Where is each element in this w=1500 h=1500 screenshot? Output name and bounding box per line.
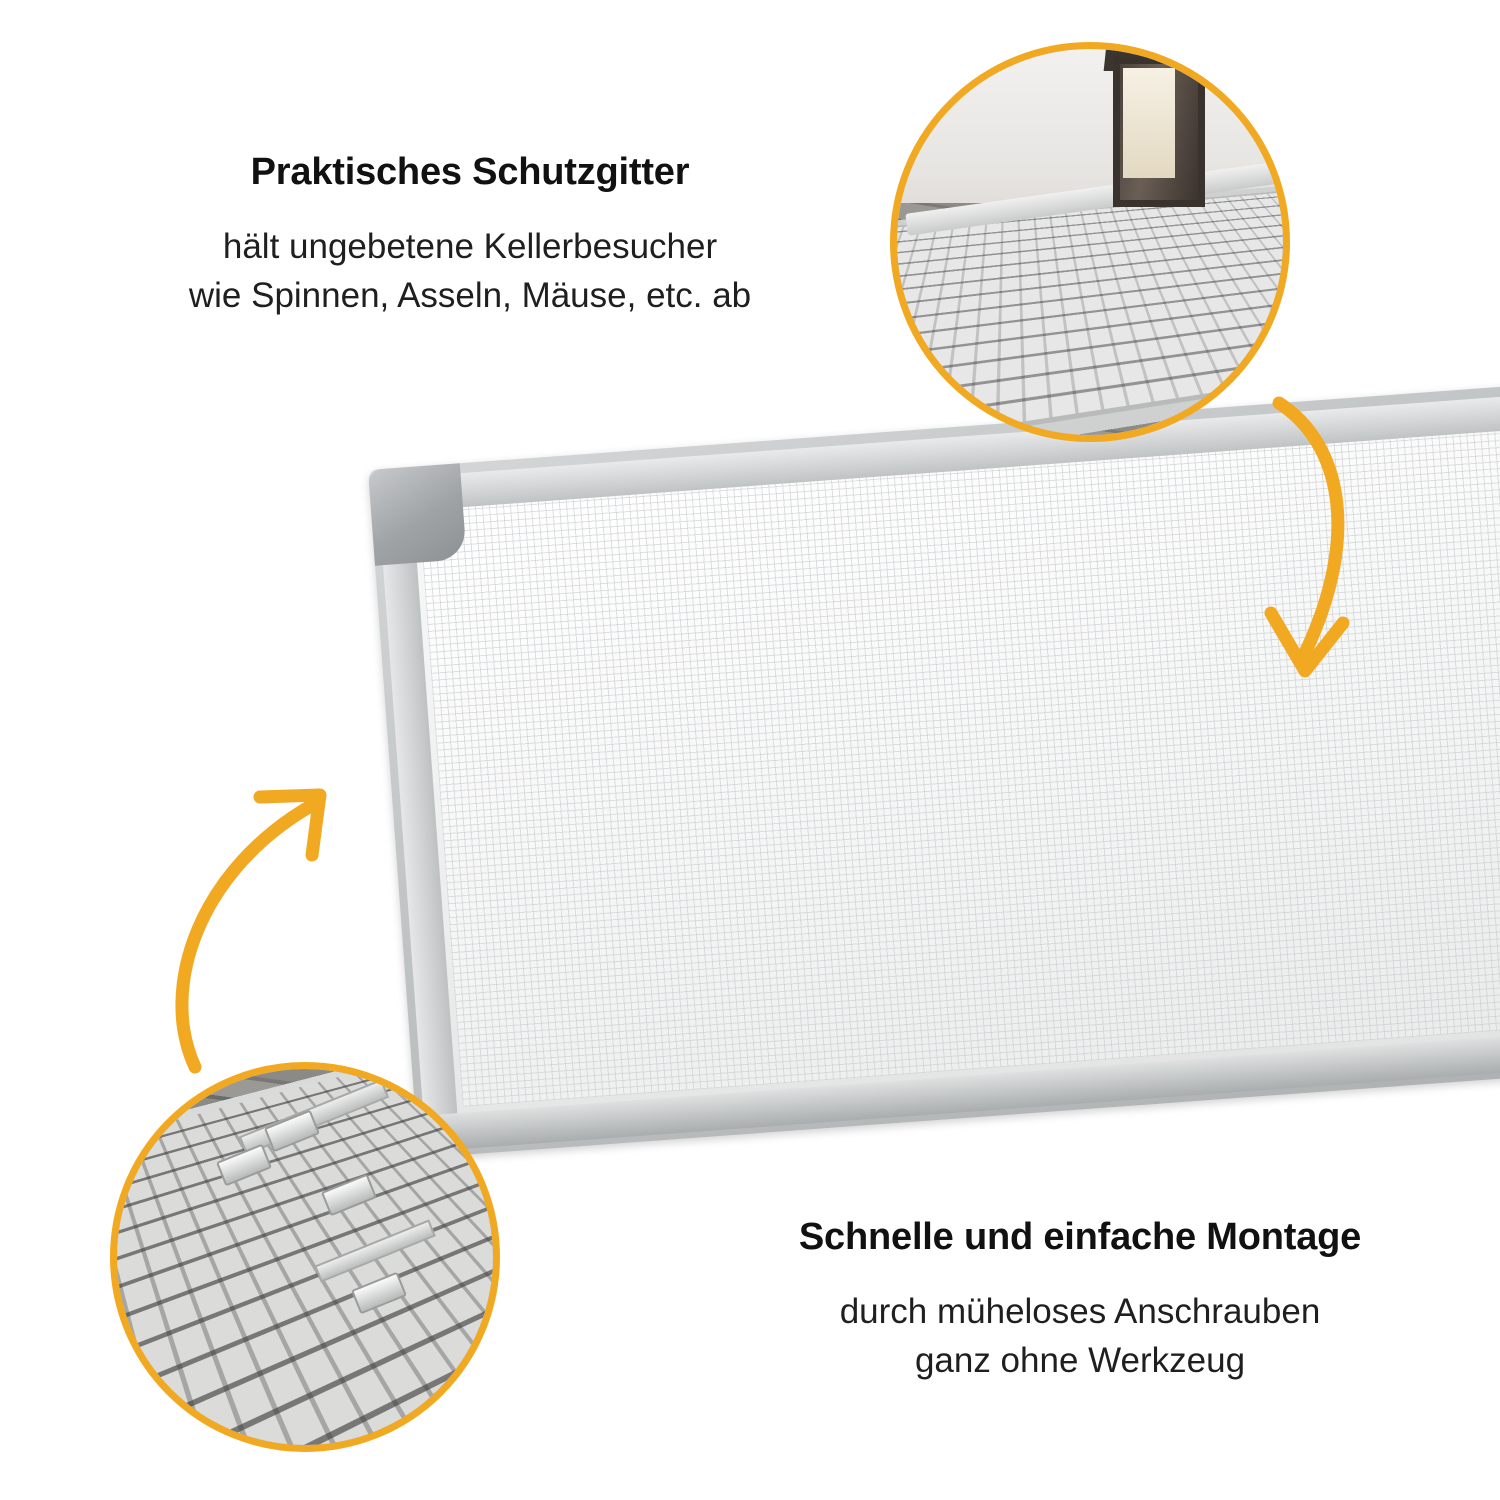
feature-text-bottom: [700, 1215, 1460, 1386]
feature-top-subline-line1: hält ungebetene Kellerbesucher: [222, 226, 718, 266]
photo-top-lantern-candle: [1123, 68, 1175, 178]
feature-bottom-subline-line1: durch müheloses Anschrauben: [839, 1291, 1321, 1331]
feature-top-subline-line2: wie Spinnen, Asseln, Mäuse, etc. ab: [188, 276, 752, 316]
feature-bottom-subline: [700, 1287, 1460, 1386]
arrow-curved-up-icon: [140, 775, 370, 1075]
arrow-curved-down-icon: [1175, 395, 1415, 725]
photo-top-scene: [897, 49, 1283, 435]
photo-circle-installed: [890, 42, 1290, 442]
feature-bottom-headline: Schnelle und einfache Montage: [798, 1216, 1362, 1258]
feature-top-headline: Praktisches Schutzgitter: [250, 151, 690, 193]
photo-bottom-scene: [117, 1069, 493, 1445]
product-corner-bracket: [368, 463, 467, 565]
feature-top-subline: [110, 222, 830, 321]
photo-circle-mounting: [110, 1062, 500, 1452]
feature-text-top: [110, 150, 830, 321]
feature-bottom-subline-line2: ganz ohne Werkzeug: [914, 1341, 1246, 1381]
